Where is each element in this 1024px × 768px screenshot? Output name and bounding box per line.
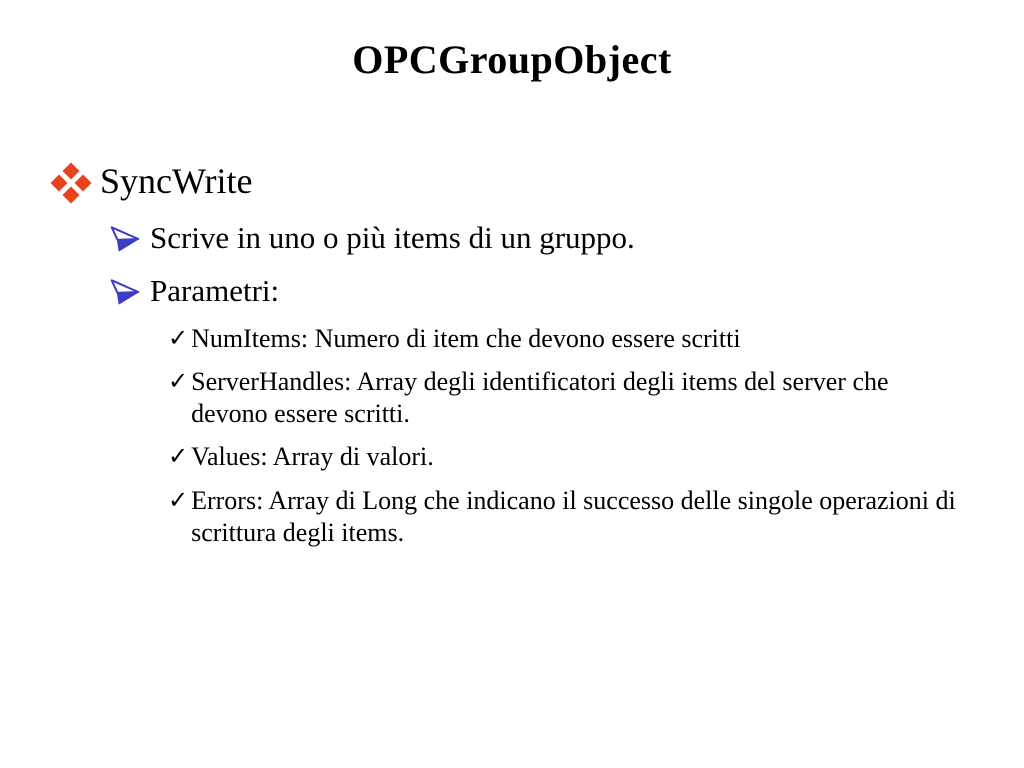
level2-text: Parametri: [150, 272, 280, 308]
bullet-item-numitems [168, 323, 1024, 355]
level3-text: ServerHandles: Array degli identificatori degli items del server che devono essere scritti. [191, 367, 889, 429]
arrow-bullet-icon [110, 277, 140, 307]
level3-text: Errors: Array di Long che indicano il successo delle singole operazioni di scrittura degli items. [191, 485, 956, 547]
diamond-cluster-icon [52, 164, 90, 202]
bullet-item-values [168, 441, 1024, 473]
bullet-item-scrive [110, 219, 1024, 256]
bullet-item-serverhandles [168, 366, 1024, 430]
check-icon: ✓ [168, 323, 189, 352]
arrow-bullet-icon [110, 224, 140, 254]
bullet-item-syncwrite [52, 161, 1024, 202]
level3-text: NumItems: Numero di item che devono essere scritti [191, 323, 741, 353]
bullet-item-parametri [110, 272, 1024, 309]
slide-title: OPCGroupObject [352, 37, 672, 82]
level3-text: Values: Array di valori. [191, 442, 434, 472]
level1-text: SyncWrite [100, 161, 253, 201]
check-icon: ✓ [168, 485, 189, 514]
bullet-item-errors [168, 485, 1024, 549]
check-icon: ✓ [168, 367, 189, 395]
check-icon: ✓ [168, 442, 189, 471]
level2-text: Scrive in uno o più items di un gruppo. [150, 220, 635, 256]
